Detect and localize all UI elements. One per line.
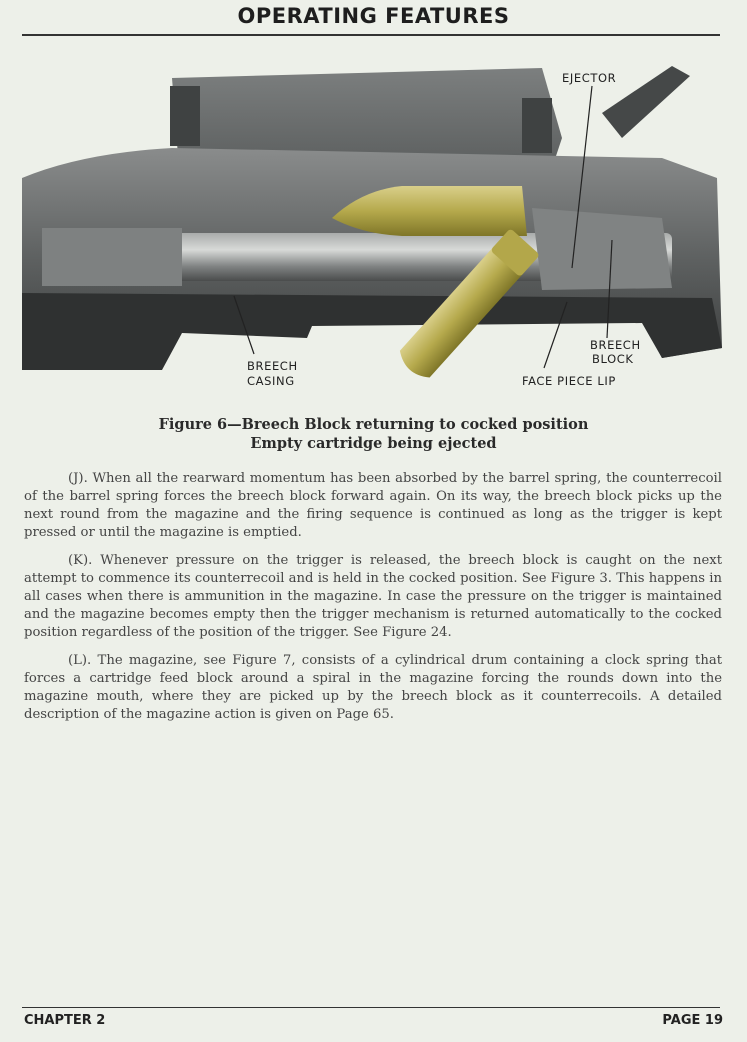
caption-line-1: Figure 6—Breech Block returning to cocked position	[158, 416, 589, 433]
face-piece-lip-label: FACE PIECE LIP	[522, 374, 616, 388]
paragraph-l: (L). The magazine, see Figure 7, consists of a cylindrical drum containing a clock spring that forces a cartridge feed block around a spiral in the magazine forcing the rounds down into the magazine mouth, where they are picked up by the breech block as it counterrecoils. A detailed description of the magazine action is given on Page 65.	[24, 653, 722, 722]
breech-block-label-line1: BREECH	[590, 338, 641, 352]
body-text	[24, 470, 722, 734]
breech-block-label-line2: BLOCK	[592, 352, 634, 366]
ejector-label: EJECTOR	[562, 71, 617, 85]
caption-line-2: Empty cartridge being ejected	[250, 435, 497, 452]
page-title: OPERATING FEATURES	[237, 4, 510, 28]
page-number: PAGE 19	[662, 1013, 723, 1028]
breech-casing-label-line2: CASING	[247, 374, 295, 388]
footer-rule	[22, 1007, 720, 1008]
figure-caption	[0, 415, 747, 453]
chapter-label: CHAPTER 2	[24, 1013, 106, 1028]
paragraph-j: (J). When all the rearward momentum has been absorbed by the barrel spring, the counterrecoil of the barrel spring forces the breech block forward again. On its way, the breech block picks up the next round from the magazine and the firing sequence is continued as long as the trigger is kept pressed or until the magazine is emptied.	[24, 471, 722, 540]
figure-breech-illustration	[22, 58, 722, 398]
paragraph-k: (K). Whenever pressure on the trigger is released, the breech block is caught on the next attempt to commence its counterrecoil and is held in the cocked position. See Figure 3. This happens in all cases when there is ammunition in the magazine. In case the pressure on the trigger is maintained and the magazine becomes empty then the trigger mechanism is returned automatically to the cocked position regardless of the position of the trigger. See Figure 24.	[24, 553, 722, 640]
breech-casing-label-line1: BREECH	[247, 359, 298, 373]
header-rule	[22, 34, 720, 36]
